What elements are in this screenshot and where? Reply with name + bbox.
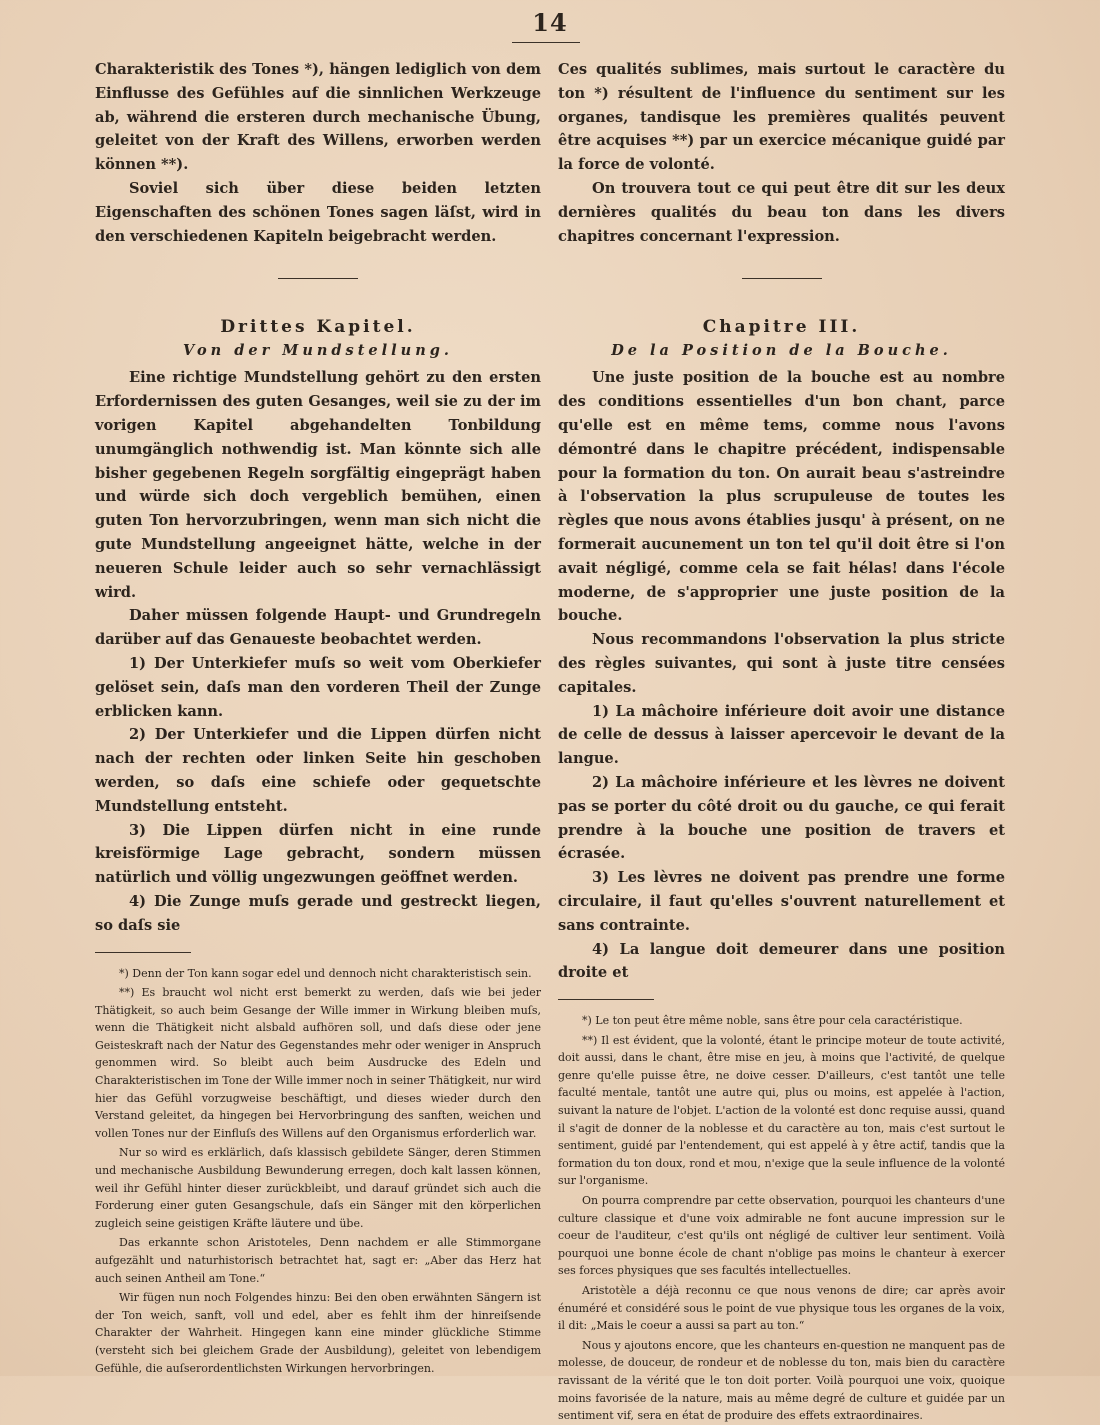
french-footnote: On pourra comprendre par cette observation, pourquoi les chanteurs d'une culture classique et d'une voix admirable ne font aucune impression sur le coeur de l'auditeur, c'est qu'ils ont négligé de cultiver leur sentiment. Voilà pourquoi une bonne école de chant n'oblige pas moins le chanteur à exercer ses forces physiques que ses facultés intellectuelles. xyxy=(558,1194,1005,1278)
section-divider xyxy=(278,278,358,279)
section-divider xyxy=(742,278,822,279)
chapter-subtitle-german: Von der Mundstellung. xyxy=(183,342,453,360)
french-intro-paragraph: Ces qualités sublimes, mais surtout le caractère du ton *) résultent de l'influence du sentiment sur les organes, tandisque les premières qualités peuvent être acquises **) par un exercice mécanique guidé par la force de volonté. xyxy=(558,61,1005,174)
german-column xyxy=(95,58,541,1377)
german-rule-3: 3) Die Lippen dürfen nicht in eine runde kreisförmige Lage gebracht, sondern müssen natürlich und völlig ungezwungen geöffnet werden. xyxy=(95,821,541,887)
french-rule-1: 1) La mâchoire inférieure doit avoir une distance de celle de dessus à laisser apercevoir le devant de la langue. xyxy=(558,702,1005,768)
footnote-divider xyxy=(558,999,654,1000)
french-footnote: Nous y ajoutons encore, que les chanteurs en-question ne manquent pas de molesse, de douceur, de rondeur et de noblesse du ton, mais bien du caractère ravissant de la vérité que le ton doit porter. Voilà pourquoi une voix, quoique moins favorisée de la nature, mais au même degré de culture et guidée par un sentiment vif, sera en état de produire des effets extraordinaires. xyxy=(558,1338,1005,1423)
german-footnote: Wir fügen nun noch Folgendes hinzu: Bei den oben erwähnten Sängern ist der Ton weich, sanft, voll und edel, aber es fehlt ihm der hinreiſsende Charakter der Wahrheit. Hingegen kann eine minder glückliche Stimme (versteht sich bei gleichem Grade der Ausbildung), geleitet von lebendigem Gefühle, die auſserordentlichsten Wirkungen hervorbringen. xyxy=(95,1291,541,1375)
footnote-divider xyxy=(95,952,191,953)
page-number-rule xyxy=(512,42,580,43)
german-intro-paragraph: Soviel sich über diese beiden letzten Eigenschaften des schönen Tones sagen läſst, wird in den verschiedenen Kapiteln beigebracht werden. xyxy=(95,179,541,245)
french-body-paragraph: Une juste position de la bouche est au nombre des conditions essentielles d'un bon chant, parce qu'elle est en même tems, comme nous l'avons démontré dans le chapitre précédent, indispensable pour la formation du ton. On aurait beau s'astreindre à l'observation la plus scrupuleuse de toutes les règles que nous avons établies jusqu' à présent, on ne formerait aucunement un ton tel qu'il doit être si l'on avait négligé, comme cela se fait hélas! dans l'école moderne, de s'approprier une juste position de la bouche. xyxy=(558,369,1005,625)
german-footnote: Nur so wird es erklärlich, daſs klassisch gebildete Sänger, deren Stimmen und mechanische Ausbildung Bewunderung erregen, doch kalt lassen können, weil ihr Gefühl hinter dieser zurückbleibt, und darauf gründet sich auch die Forderung einer guten Gesangschule, daſs ein Sänger mit den körperlichen zugleich seine geistigen Kräfte läutere und übe. xyxy=(95,1146,541,1230)
german-body-paragraph: Daher müssen folgende Haupt- und Grundregeln darüber auf das Genaueste beobachtet werden. xyxy=(95,607,541,649)
german-rule-2: 2) Der Unterkiefer und die Lippen dürfen nicht nach der rechten oder linken Seite hin geschoben werden, so daſs eine schiefe oder gequetschte Mundstellung entsteht. xyxy=(95,726,541,815)
german-intro-paragraph: Charakteristik des Tones *), hängen lediglich von dem Einflusse des Gefühles auf die sinnlichen Werkzeuge ab, während die ersteren durch mechanische Übung, geleitet von der Kraft des Willens, erworben werden können **). xyxy=(95,61,541,174)
french-footnote: *) Le ton peut être même noble, sans être pour cela caractéristique. xyxy=(582,1014,963,1028)
french-body-paragraph: Nous recommandons l'observation la plus stricte des règles suivantes, qui sont à juste titre censées capitales. xyxy=(558,631,1005,696)
french-rule-3: 3) Les lèvres ne doivent pas prendre une forme circulaire, il faut qu'elles s'ouvrent naturellement et sans contrainte. xyxy=(558,869,1005,934)
chapter-title-german: Drittes Kapitel. xyxy=(220,317,416,338)
french-footnote: Aristotèle a déjà reconnu ce que nous venons de dire; car après avoir énuméré et considéré sous le point de vue physique tous les organes de la voix, il dit: „Mais le coeur a aussi sa part au ton.“ xyxy=(558,1284,1005,1333)
page-number: 14 xyxy=(532,8,568,37)
german-rule-4: 4) Die Zunge muſs gerade und gestreckt liegen, so daſs sie xyxy=(95,892,541,934)
french-rule-4: 4) La langue doit demeurer dans une position droite et xyxy=(558,940,1005,982)
french-column xyxy=(558,58,1005,1425)
french-rule-2: 2) La mâchoire inférieure et les lèvres ne doivent pas se porter du côté droit ou du gauche, ce qui ferait prendre à la bouche une position de travers et écrasée. xyxy=(558,773,1005,863)
french-intro-paragraph: On trouvera tout ce qui peut être dit sur les deux dernières qualités du beau ton dans les divers chapitres concernant l'expression. xyxy=(558,179,1005,245)
french-footnote: **) Il est évident, que la volonté, étant le principe moteur de toute activité, doit aussi, dans le chant, être mise en jeu, à moins que l'activité, de quelque genre qu'elle puisse être, ne doive cesser. D'ailleurs, c'est tantôt une telle faculté mentale, tantôt une autre qui, plus ou moins, est appelée à l'action, suivant la nature de l'objet. L'action de la volonté est donc requise aussi, quand il s'agit de donner de la noblesse et du caractère au ton, mais c'est surtout le sentiment, guidé par l'entendement, qui est appelé à y être actif, tandis que la formation du ton doux, rond et mou, n'exige que la seule influence de la volonté sur l'organisme. xyxy=(558,1033,1005,1188)
chapter-title-french: Chapitre III. xyxy=(702,317,861,338)
german-footnote: Das erkannte schon Aristoteles, Denn nachdem er alle Stimmorgane aufgezählt und naturhistorisch betrachtet hat, sagt er: „Aber das Herz hat auch seinen Antheil am Tone.“ xyxy=(95,1236,541,1285)
german-rule-1: 1) Der Unterkiefer muſs so weit vom Oberkiefer gelöset sein, daſs man den vorderen Theil der Zunge erblicken kann. xyxy=(95,654,541,720)
german-footnote: **) Es braucht wol nicht erst bemerkt zu werden, daſs wie bei jeder Thätigkeit, so auch beim Gesange der Wille immer in Wirkung bleiben muſs, wenn die Thätigkeit nicht alsbald aufhören soll, und daſs diese oder jene Geisteskraft nach der Natur des Gegenstandes mehr oder weniger in Anspruch genommen wird. So bleibt auch beim Ausdrucke des Edeln und Charakteristischen im Tone der Wille immer noch in seiner Thätigkeit, nur wird hier das Gefühl vorzugweise beschäftigt, und dieses wieder durch den Verstand geleitet, da hingegen bei Hervorbringung des sanften, weichen und vollen Tones nur der Einfluſs des Willens auf den Organismus erforderlich war. xyxy=(95,986,541,1140)
german-footnote: *) Denn der Ton kann sogar edel und dennoch nicht charakteristisch sein. xyxy=(119,966,532,980)
german-body-paragraph: Eine richtige Mundstellung gehört zu den ersten Erfordernissen des guten Gesanges, weil sie zu der im vorigen Kapitel abgehandelten Tonbildung unumgänglich nothwendig ist. Man könnte sich alle bisher gegebenen Regeln sorgfältig eingeprägt haben und würde sich doch vergeblich bemühen, einen guten Ton hervorzubringen, wenn man sich nicht die gute Mundstellung angeeignet hätte, welche in der neueren Schule leider auch so sehr vernachlässigt wird. xyxy=(95,369,541,601)
chapter-subtitle-french: De la Position de la Bouche. xyxy=(611,342,952,360)
